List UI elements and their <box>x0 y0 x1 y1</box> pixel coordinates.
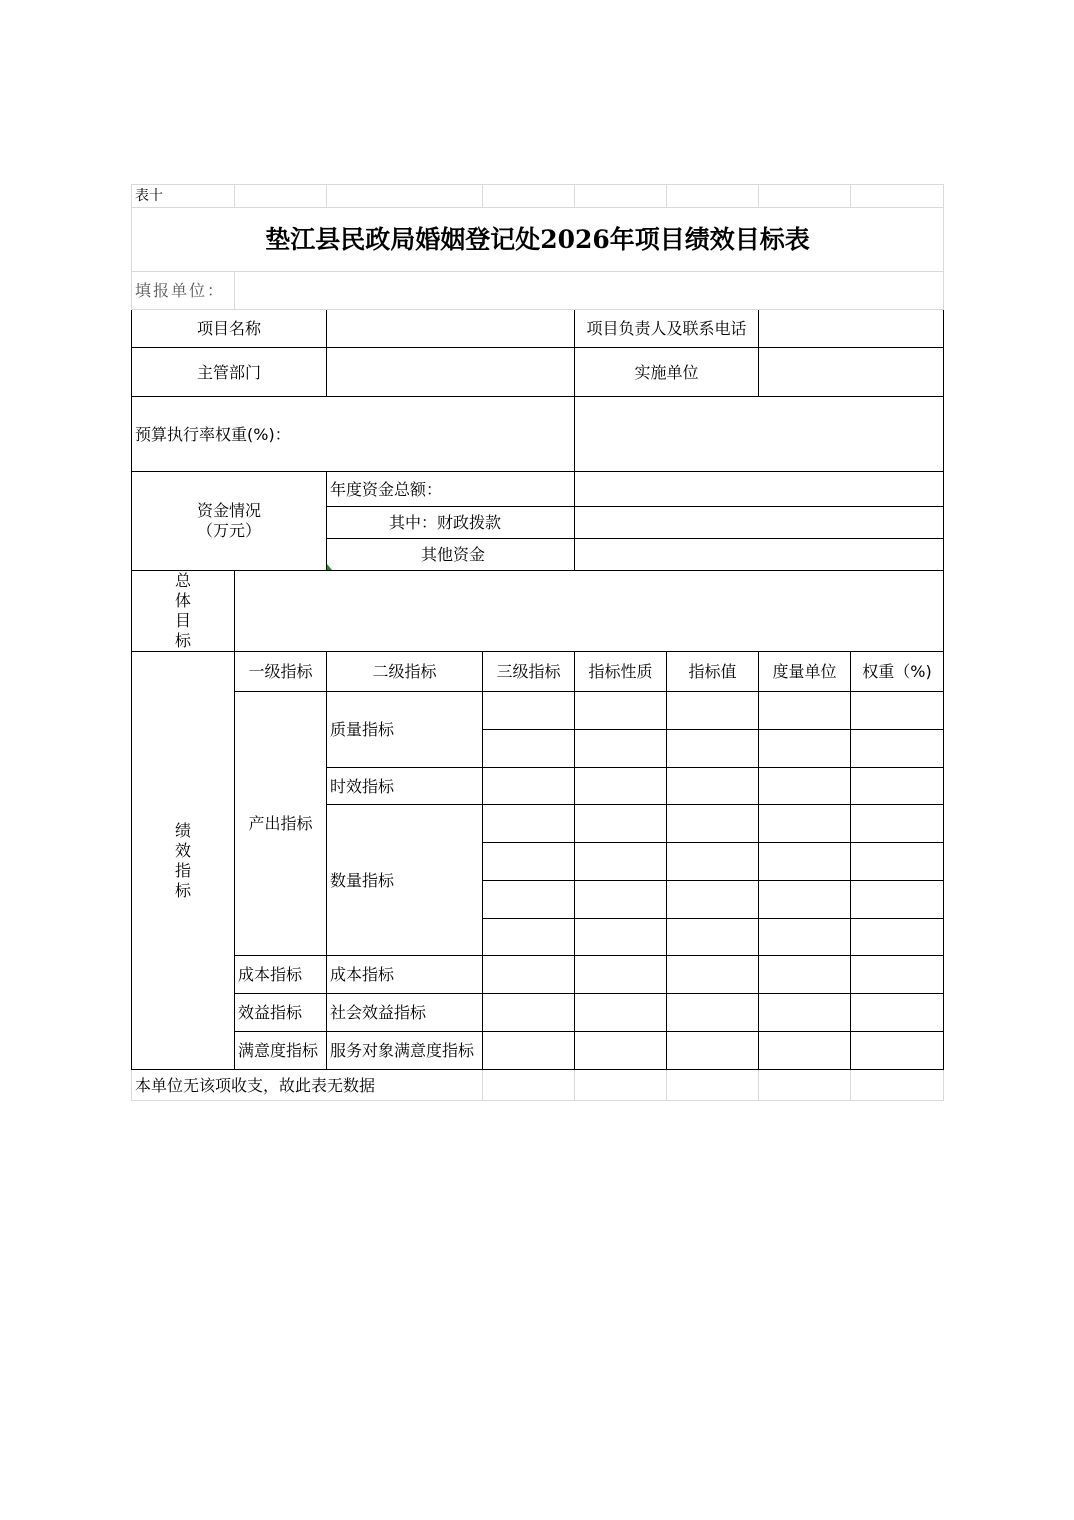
performance-target-table <box>131 184 944 1101</box>
fiscal-value[interactable] <box>575 507 944 539</box>
table-cell[interactable] <box>667 994 759 1032</box>
table-cell[interactable] <box>759 805 851 843</box>
overall-goal-label-text: 总体目标 <box>174 571 191 650</box>
table-cell[interactable] <box>483 730 575 768</box>
table-cell[interactable] <box>851 730 944 768</box>
level2-quality: 质量指标 <box>327 692 483 768</box>
level2-timeliness: 时效指标 <box>327 768 483 805</box>
fill-unit-value[interactable] <box>235 272 944 310</box>
table-cell[interactable] <box>667 692 759 730</box>
header-level2: 二级指标 <box>327 652 483 692</box>
table-cell[interactable] <box>575 881 667 919</box>
table-cell[interactable] <box>851 1032 944 1070</box>
table-cell[interactable] <box>759 994 851 1032</box>
leader-value[interactable] <box>759 310 944 348</box>
other-funds-label: 其他资金 <box>327 539 575 571</box>
level2-quantity: 数量指标 <box>327 805 483 956</box>
header-level3: 三级指标 <box>483 652 575 692</box>
table-cell[interactable] <box>575 956 667 994</box>
header-nature: 指标性质 <box>575 652 667 692</box>
table-cell[interactable] <box>575 994 667 1032</box>
table-cell[interactable] <box>851 956 944 994</box>
fill-unit-label: 填报单位： <box>132 272 235 310</box>
budget-rate-label: 预算执行率权重(%)： <box>132 397 575 472</box>
fiscal-label: 其中：财政拨款 <box>327 507 575 539</box>
table-cell[interactable] <box>483 919 575 956</box>
table-number: 表十 <box>132 185 235 208</box>
level1-output: 产出指标 <box>235 692 327 956</box>
dept-label: 主管部门 <box>132 348 327 397</box>
indicators-label <box>132 652 235 1070</box>
table-cell[interactable] <box>759 768 851 805</box>
project-name-label: 项目名称 <box>132 310 327 348</box>
table-cell[interactable] <box>667 919 759 956</box>
table-cell[interactable] <box>667 1032 759 1070</box>
table-cell[interactable] <box>667 843 759 881</box>
table-cell[interactable] <box>667 730 759 768</box>
table-cell[interactable] <box>851 994 944 1032</box>
table-cell[interactable] <box>759 919 851 956</box>
level2-cost: 成本指标 <box>327 956 483 994</box>
table-cell[interactable] <box>851 805 944 843</box>
table-cell[interactable] <box>667 881 759 919</box>
header-level1: 一级指标 <box>235 652 327 692</box>
table-cell[interactable] <box>759 843 851 881</box>
table-cell[interactable] <box>759 956 851 994</box>
table-cell[interactable] <box>759 1032 851 1070</box>
table-cell[interactable] <box>575 919 667 956</box>
indicators-label-text: 绩效指标 <box>174 820 191 900</box>
table-cell[interactable] <box>759 881 851 919</box>
table-cell[interactable] <box>483 956 575 994</box>
level1-benefit: 效益指标 <box>235 994 327 1032</box>
overall-goal-value[interactable] <box>235 571 944 652</box>
table-cell[interactable] <box>851 768 944 805</box>
table-cell[interactable] <box>483 843 575 881</box>
performance-target-sheet <box>131 184 943 1101</box>
table-cell[interactable] <box>851 881 944 919</box>
table-cell[interactable] <box>851 843 944 881</box>
level1-satisfaction: 满意度指标 <box>235 1032 327 1070</box>
table-cell[interactable] <box>483 692 575 730</box>
dept-value[interactable] <box>327 348 575 397</box>
table-cell[interactable] <box>575 730 667 768</box>
budget-rate-value[interactable] <box>575 397 944 472</box>
annual-total-label: 年度资金总额： <box>327 472 575 507</box>
table-cell[interactable] <box>851 692 944 730</box>
table-cell[interactable] <box>851 919 944 956</box>
funds-label-text: 资金情况（万元） <box>197 501 262 540</box>
table-cell[interactable] <box>667 768 759 805</box>
table-cell[interactable] <box>759 730 851 768</box>
table-cell[interactable] <box>483 1032 575 1070</box>
level2-service: 服务对象满意度指标 <box>327 1032 483 1070</box>
impl-unit-label: 实施单位 <box>575 348 759 397</box>
footer-note: 本单位无该项收支，故此表无数据 <box>132 1070 483 1101</box>
project-name-value[interactable] <box>327 310 575 348</box>
table-cell[interactable] <box>759 692 851 730</box>
overall-goal-label <box>132 571 235 652</box>
level1-cost: 成本指标 <box>235 956 327 994</box>
table-cell[interactable] <box>575 843 667 881</box>
table-cell[interactable] <box>483 768 575 805</box>
header-weight: 权重（%) <box>851 652 944 692</box>
table-cell[interactable] <box>667 956 759 994</box>
table-cell[interactable] <box>483 881 575 919</box>
table-cell[interactable] <box>667 805 759 843</box>
impl-unit-value[interactable] <box>759 348 944 397</box>
table-cell[interactable] <box>575 768 667 805</box>
funds-label <box>132 472 327 571</box>
level2-social: 社会效益指标 <box>327 994 483 1032</box>
table-cell[interactable] <box>575 1032 667 1070</box>
table-cell[interactable] <box>483 994 575 1032</box>
leader-label: 项目负责人及联系电话 <box>575 310 759 348</box>
header-value: 指标值 <box>667 652 759 692</box>
header-unit: 度量单位 <box>759 652 851 692</box>
table-cell[interactable] <box>575 692 667 730</box>
annual-total-value[interactable] <box>575 472 944 507</box>
other-funds-value[interactable] <box>575 539 944 571</box>
page-title: 垫江县民政局婚姻登记处2026年项目绩效目标表 <box>132 208 944 272</box>
table-cell[interactable] <box>575 805 667 843</box>
table-cell[interactable] <box>483 805 575 843</box>
